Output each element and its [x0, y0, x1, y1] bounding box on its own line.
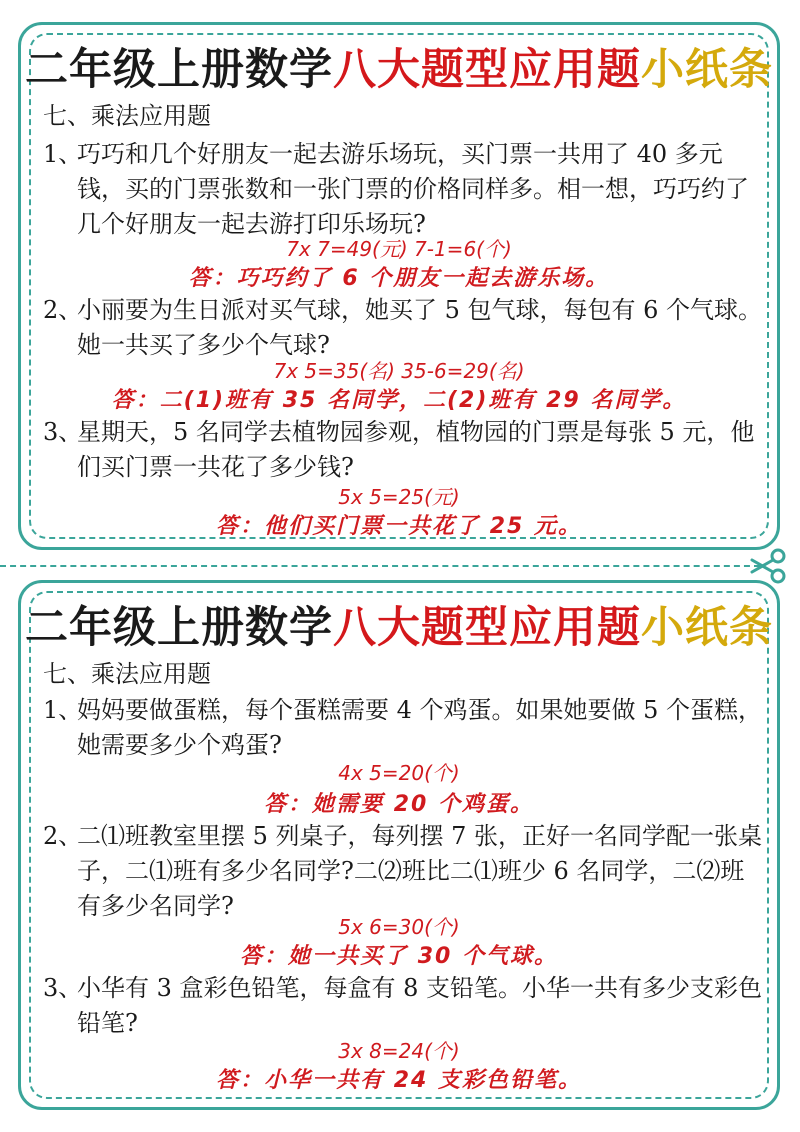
title-part-black: 二年级上册数学: [25, 45, 333, 95]
question-text: 妈妈要做蛋糕，每个蛋糕需要 4 个鸡蛋。如果她要做 5 个蛋糕，她需要多少个鸡蛋?: [77, 696, 763, 759]
question-number: 2、: [43, 822, 83, 850]
answer: 答：她需要 20 个鸡蛋。: [264, 792, 534, 817]
answer: 答：他们买门票一共花了 25 元。: [216, 514, 582, 539]
section-heading: 七、乘法应用题: [43, 102, 211, 130]
question-text: 二⑴班教室里摆 5 列桌子，每列摆 7 张，正好一名同学配一张桌子，二⑴班有多少名同学?二⑵班比二⑴班少 6 名同学，二⑵班有多少名同学?: [77, 822, 763, 920]
answer: 答：巧巧约了 6 个朋友一起去游乐场。: [188, 266, 610, 291]
question-3: [43, 971, 763, 1041]
question-text: 巧巧和几个好朋友一起去游乐场玩，买门票一共用了 40 多元钱，买的门票张数和一张门票的价格同样多。相一想，巧巧约了几个好朋友一起去游打印乐场玩?: [77, 140, 749, 238]
title-part-red: 八大题型应用题: [333, 45, 641, 95]
question-number: 3、: [43, 418, 83, 446]
scissors-icon: [748, 548, 790, 584]
answer: 答：她一共买了 30 个气球。: [240, 944, 558, 969]
title-part-gold: 小纸条: [641, 603, 773, 653]
answer: 答：二(1)班有 35 名同学，二(2)班有 29 名同学。: [111, 388, 687, 413]
card-title: [21, 45, 777, 95]
question-number: 1、: [43, 696, 83, 724]
title-part-black: 二年级上册数学: [25, 603, 333, 653]
answer: 答：小华一共有 24 支彩色铅笔。: [216, 1068, 582, 1093]
calculation: 3x 8=24(个): [338, 1039, 460, 1063]
calculation: 5x 6=30(个): [338, 915, 460, 939]
question-1: [43, 137, 763, 242]
question-number: 2、: [43, 296, 83, 324]
note-card-1: [18, 22, 780, 550]
question-number: 1、: [43, 140, 83, 168]
question-1: [43, 693, 763, 763]
question-2: [43, 293, 763, 363]
cut-line: [0, 565, 760, 567]
calculation: 7x 5=35(名) 35-6=29(名): [273, 359, 525, 383]
calculation: 5x 5=25(元): [338, 485, 460, 509]
note-card-2: [18, 580, 780, 1110]
question-3: [43, 415, 763, 485]
question-2: [43, 819, 763, 924]
calculation: 4x 5=20(个): [338, 761, 460, 785]
title-part-red: 八大题型应用题: [333, 603, 641, 653]
question-text: 星期天，5 名同学去植物园参观，植物园的门票是每张 5 元，他们买门票一共花了多少钱?: [77, 418, 755, 481]
card-title: [21, 603, 777, 653]
question-text: 小丽要为生日派对买气球，她买了 5 包气球，每包有 6 个气球。她一共买了多少个气球?: [77, 296, 763, 359]
title-part-gold: 小纸条: [641, 45, 773, 95]
section-heading: 七、乘法应用题: [43, 660, 211, 688]
calculation: 7x 7=49(元) 7-1=6(个): [286, 237, 512, 261]
question-number: 3、: [43, 974, 83, 1002]
question-text: 小华有 3 盒彩色铅笔，每盒有 8 支铅笔。小华一共有多少支彩色铅笔?: [77, 974, 763, 1037]
